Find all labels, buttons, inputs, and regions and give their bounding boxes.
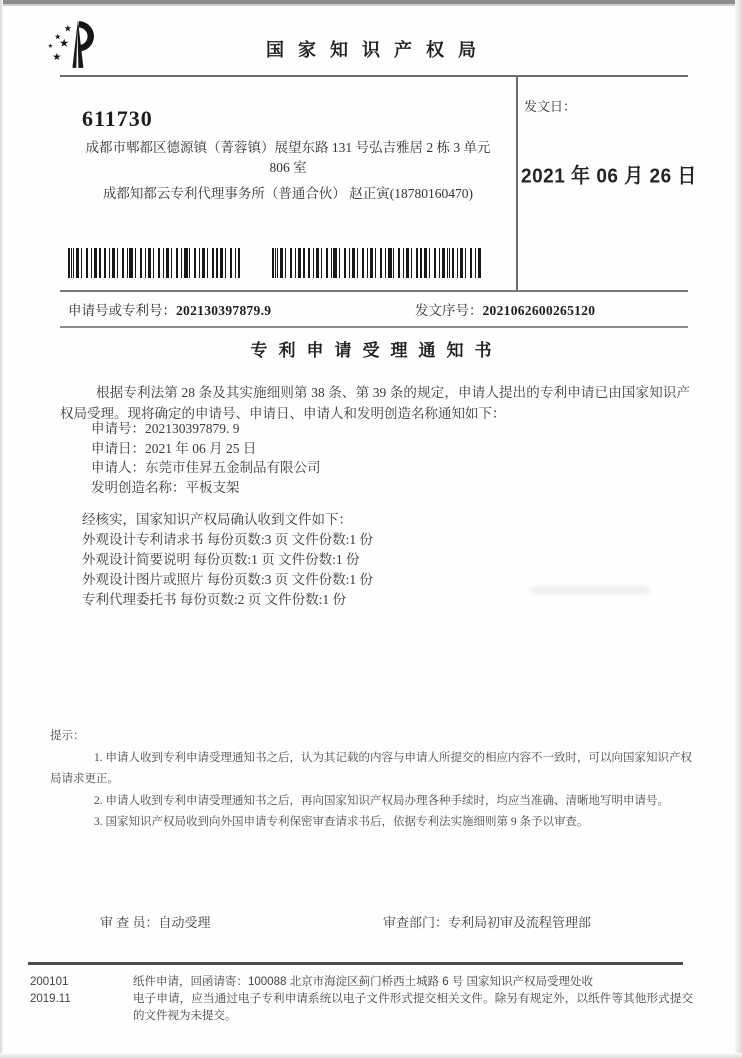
dispatch-date-value: 2021 年 06 月 26 日 [521,165,697,189]
footer-instructions [133,974,693,1025]
scan-edge-bottom [0,1053,742,1058]
dispatch-date-label: 发文日： [524,99,577,114]
field-value: 2021 年 06 月 25 日 [145,440,257,456]
serial-number-label: 发文序号： [415,303,483,318]
postal-code: 611730 [82,106,153,131]
field-invention-title [91,478,321,498]
application-fields [91,419,321,497]
address-line-2: 806 室 [269,160,307,175]
scan-edge-top-light [0,4,742,6]
field-label: 申请人： [91,460,145,475]
tip-item: 1. 申请人收到专利申请受理通知书之后，认为其记载的内容与申请人所提交的相应内容不一致时，可以向国家知识产权局请求更正。 [50,751,692,785]
recipient-address-block [68,138,508,204]
document-item: 外观设计简要说明 每份页数:1 页 文件份数:1 份 [82,552,360,567]
address-date-divider [516,75,518,291]
application-number-label: 申请号或专利号： [68,303,176,318]
footer-rule [28,962,683,965]
notice-intro-paragraph: 根据专利法第 28 条及其实施细则第 38 条、第 39 条的规定，申请人提出的专利申请已由国家知识产权局受理。现将确定的申请号、申请日、申请人和发明创造名称通知如下： [60,384,690,421]
department-field [383,912,591,931]
application-number-field [68,299,271,319]
footer-paper-filing-line: 纸件申请，回函请寄：100088 北京市海淀区蓟门桥西土城路 6 号 国家知识产权局受理处收 [133,976,594,988]
notice-title: 专利申请受理通知书 [250,341,503,360]
scan-edge-left [0,0,3,1058]
field-applicant [91,458,321,478]
tip-item: 2. 申请人收到专利申请受理通知书之后，再向国家知识产权局办理各种手续时，均应当准确、清晰地写明申请号。 [94,794,669,807]
reference-rule-top [60,290,688,292]
field-value: 东莞市佳昇五金制品有限公司 [145,460,321,475]
received-documents-section [82,510,373,610]
barcode-application-number [68,248,240,278]
field-label: 申请号： [91,421,145,436]
examiner-label: 审 查 员： [100,915,159,930]
tip-item: 3. 国家知识产权局收到向外国申请专利保密审查请求书后，依据专利法实施细则第 9 条予以审查。 [94,816,589,828]
footer-efiling-line: 电子申请，应当通过电子专利申请系统以电子文件形式提交相关文件。除另有规定外，以纸件等其他形式提交的文件视为未提交。 [133,993,693,1022]
examiner-value: 自动受理 [158,915,211,930]
department-label: 审查部门： [383,915,449,930]
serial-number-value: 2021062600265120 [482,303,596,318]
field-label: 发明创造名称： [91,479,186,495]
document-item: 外观设计专利请求书 每份页数:3 页 文件份数:1 份 [82,532,374,547]
field-label: 申请日： [91,440,145,456]
agency-name: 国家知识产权局 [266,40,490,60]
serial-number-field [415,299,595,319]
barcode-serial-number [272,248,482,278]
tips-heading: 提示： [50,730,85,742]
document-item: 专利代理委托书 每份页数:2 页 文件份数:1 份 [82,592,347,607]
scan-edge-right [735,0,742,1058]
confirm-line: 经核实，国家知识产权局确认收到文件如下： [82,512,352,527]
scan-smudge-artifact [530,586,650,594]
footer-form-codes [30,974,100,1008]
department-value: 专利局初审及流程管理部 [448,915,592,930]
footer-code-2: 2019.11 [30,993,71,1005]
reference-rule-bottom [60,326,688,328]
agent-line: 成都知都云专利代理事务所（普通合伙） 赵正寅(18780160470) [102,186,474,201]
field-application-number [91,419,321,439]
address-line-1: 成都市郫都区德源镇（菁蓉镇）展望东路 131 号弘吉雅居 2 栋 3 单元 [85,140,491,155]
examiner-field [100,912,211,931]
header-rule [60,75,688,77]
field-filing-date [91,439,321,459]
tips-section [50,726,692,834]
application-number-value: 202130397879.9 [176,303,272,318]
field-value: 平板支架 [185,479,240,495]
document-item: 外观设计图片或照片 每份页数:3 页 文件份数:1 份 [82,572,374,587]
field-value: 202130397879. 9 [145,421,240,436]
footer-code-1: 200101 [30,976,69,988]
